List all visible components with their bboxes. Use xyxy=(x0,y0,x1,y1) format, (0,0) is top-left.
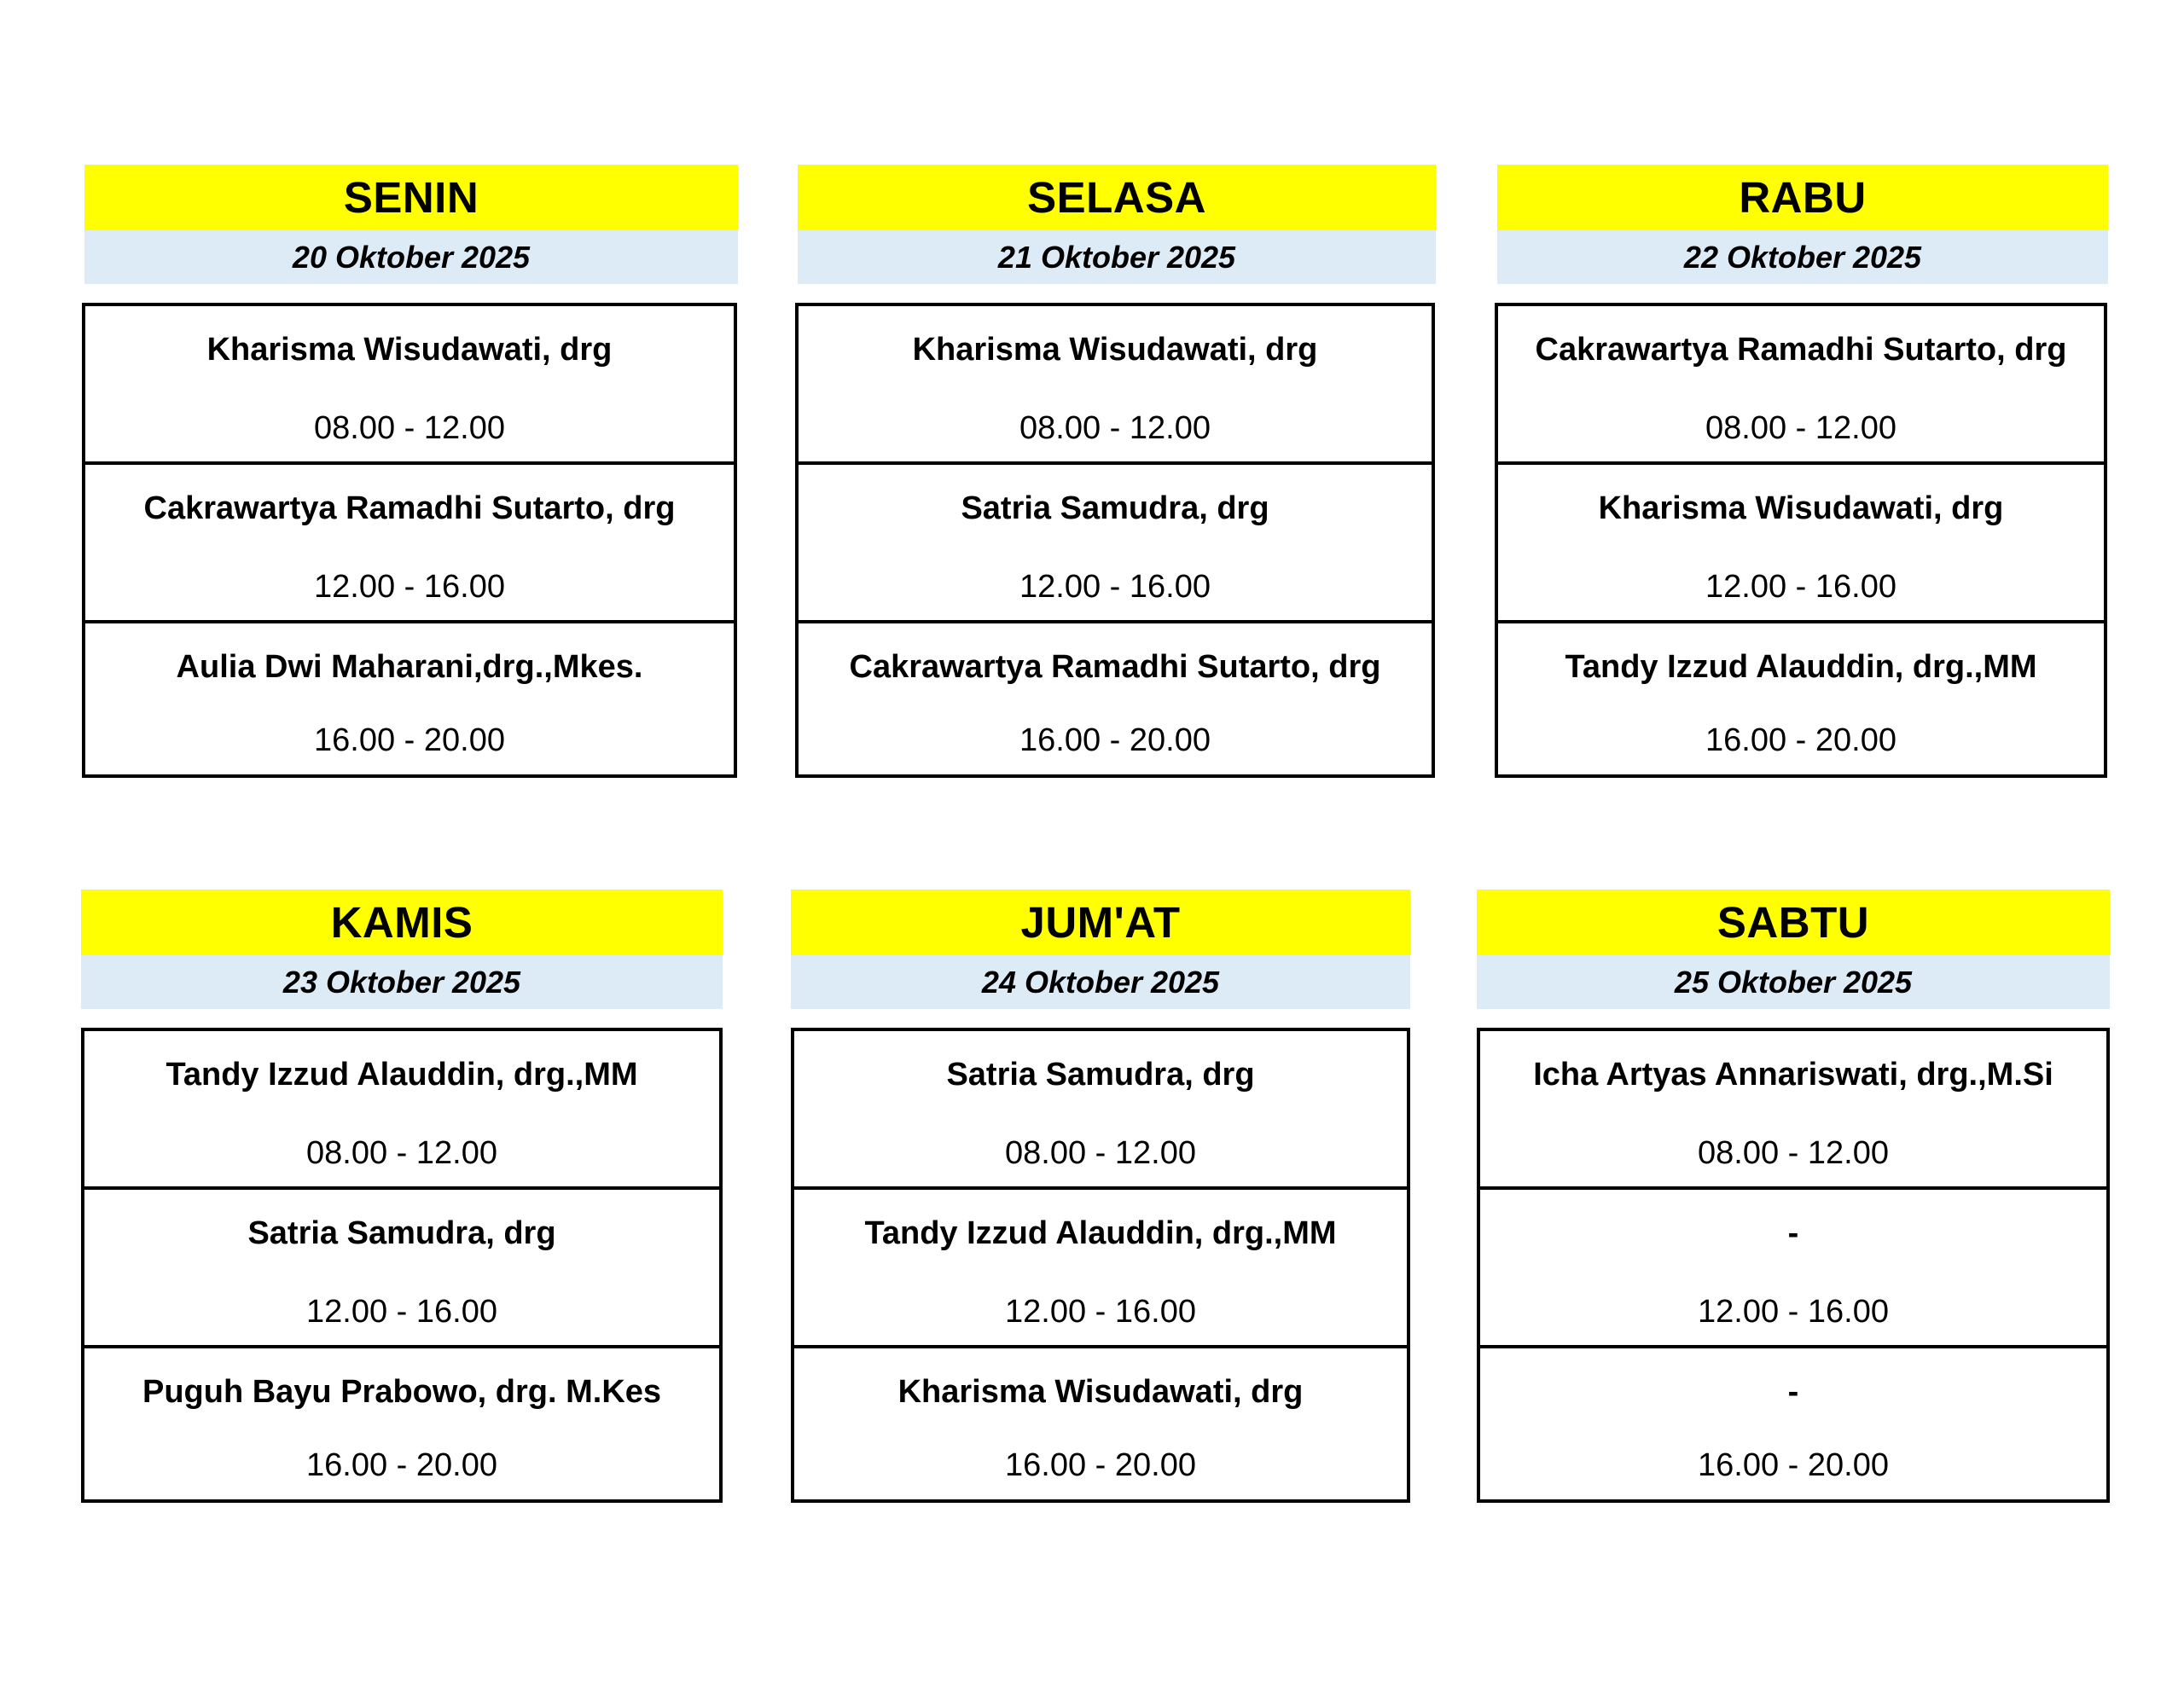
day-date: 22 Oktober 2025 xyxy=(1497,230,2108,284)
shift-table xyxy=(1477,1028,2110,1503)
shift-row xyxy=(799,306,1432,465)
shift-table xyxy=(1495,303,2107,778)
shift-table xyxy=(81,1028,723,1503)
day-date: 25 Oktober 2025 xyxy=(1477,955,2110,1009)
shift-time: 12.00 - 16.00 xyxy=(1005,1294,1196,1330)
shift-row xyxy=(799,465,1432,623)
shift-time: 16.00 - 20.00 xyxy=(314,722,505,758)
shift-row xyxy=(85,306,734,465)
shift-row xyxy=(1480,1348,2106,1499)
shift-time: 08.00 - 12.00 xyxy=(1698,1135,1889,1171)
day-date: 21 Oktober 2025 xyxy=(798,230,1436,284)
shift-time: 12.00 - 16.00 xyxy=(1019,569,1211,605)
shift-doctor: Cakrawartya Ramadhi Sutarto, drg xyxy=(143,490,676,526)
shift-time: 08.00 - 12.00 xyxy=(314,410,505,446)
shift-row xyxy=(85,623,734,774)
shift-doctor: Puguh Bayu Prabowo, drg. M.Kes xyxy=(142,1374,662,1410)
shift-doctor: - xyxy=(1787,1374,1799,1410)
day-name: SENIN xyxy=(84,165,738,230)
shift-row xyxy=(1498,465,2104,623)
shift-row xyxy=(84,1031,719,1190)
day-name: SELASA xyxy=(798,165,1436,230)
shift-row xyxy=(794,1190,1407,1348)
day-name: RABU xyxy=(1497,165,2108,230)
shift-doctor: Tandy Izzud Alauddin, drg.,MM xyxy=(166,1057,638,1093)
shift-doctor: Kharisma Wisudawati, drg xyxy=(1598,490,2004,526)
shift-row xyxy=(1498,306,2104,465)
shift-time: 12.00 - 16.00 xyxy=(1698,1294,1889,1330)
shift-doctor: Kharisma Wisudawati, drg xyxy=(897,1374,1304,1410)
shift-time: 16.00 - 20.00 xyxy=(306,1447,497,1483)
shift-row xyxy=(799,623,1432,774)
day-date: 23 Oktober 2025 xyxy=(81,955,723,1009)
shift-time: 16.00 - 20.00 xyxy=(1019,722,1211,758)
shift-time: 08.00 - 12.00 xyxy=(1005,1135,1196,1171)
shift-doctor: Tandy Izzud Alauddin, drg.,MM xyxy=(864,1215,1337,1251)
shift-doctor: Satria Samudra, drg xyxy=(961,490,1269,526)
shift-table xyxy=(82,303,737,778)
shift-row xyxy=(1480,1031,2106,1190)
shift-row xyxy=(85,465,734,623)
day-name: KAMIS xyxy=(81,890,723,955)
day-date: 20 Oktober 2025 xyxy=(84,230,738,284)
shift-doctor: Kharisma Wisudawati, drg xyxy=(912,332,1318,368)
shift-table xyxy=(791,1028,1410,1503)
shift-doctor: Tandy Izzud Alauddin, drg.,MM xyxy=(1565,649,2037,685)
shift-doctor: Kharisma Wisudawati, drg xyxy=(206,332,613,368)
shift-row xyxy=(84,1348,719,1499)
day-name: JUM'AT xyxy=(791,890,1410,955)
shift-doctor: - xyxy=(1787,1215,1799,1251)
shift-doctor: Icha Artyas Annariswati, drg.,M.Si xyxy=(1533,1057,2053,1093)
day-date: 24 Oktober 2025 xyxy=(791,955,1410,1009)
shift-doctor: Satria Samudra, drg xyxy=(247,1215,556,1251)
shift-time: 16.00 - 20.00 xyxy=(1698,1447,1889,1483)
shift-table xyxy=(795,303,1435,778)
shift-row xyxy=(1480,1190,2106,1348)
shift-time: 08.00 - 12.00 xyxy=(1019,410,1211,446)
shift-row xyxy=(794,1348,1407,1499)
shift-time: 08.00 - 12.00 xyxy=(306,1135,497,1171)
shift-doctor: Cakrawartya Ramadhi Sutarto, drg xyxy=(1535,332,2067,368)
shift-time: 16.00 - 20.00 xyxy=(1705,722,1896,758)
day-name: SABTU xyxy=(1477,890,2110,955)
shift-row xyxy=(1498,623,2104,774)
shift-row xyxy=(794,1031,1407,1190)
shift-doctor: Cakrawartya Ramadhi Sutarto, drg xyxy=(849,649,1381,685)
shift-doctor: Satria Samudra, drg xyxy=(946,1057,1255,1093)
shift-time: 12.00 - 16.00 xyxy=(314,569,505,605)
shift-time: 08.00 - 12.00 xyxy=(1705,410,1896,446)
shift-time: 12.00 - 16.00 xyxy=(1705,569,1896,605)
shift-time: 12.00 - 16.00 xyxy=(306,1294,497,1330)
shift-doctor: Aulia Dwi Maharani,drg.,Mkes. xyxy=(176,649,643,685)
shift-time: 16.00 - 20.00 xyxy=(1005,1447,1196,1483)
shift-row xyxy=(84,1190,719,1348)
